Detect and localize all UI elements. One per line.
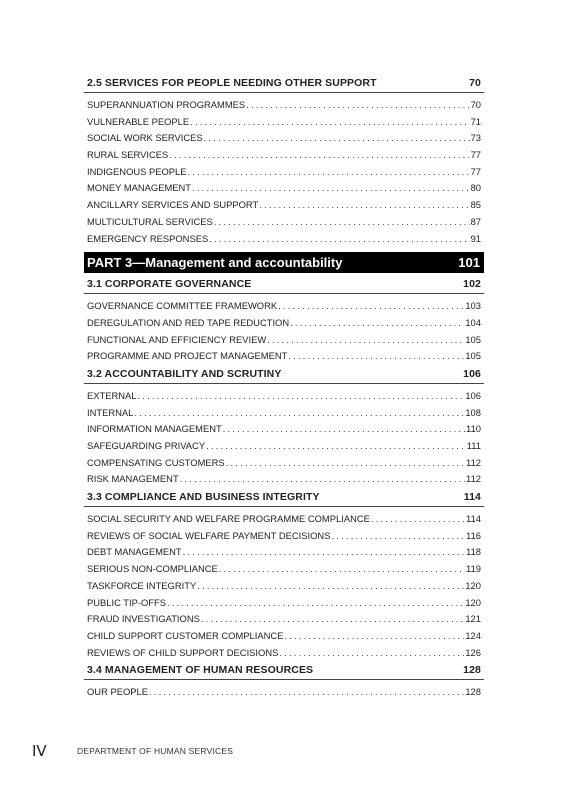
entry-page: 87 <box>470 215 481 227</box>
entry-page: 77 <box>470 149 481 161</box>
toc-entry[interactable] <box>84 405 484 422</box>
entry-page: 128 <box>465 686 481 698</box>
entry-title: INTERNAL <box>87 406 134 418</box>
entry-title: SOCIAL WORK SERVICES <box>87 132 203 144</box>
entry-title: INFORMATION MANAGEMENT <box>87 423 222 435</box>
department-name: DEPARTMENT OF HUMAN SERVICES <box>77 746 234 756</box>
entry-title: FUNCTIONAL AND EFFICIENCY REVIEW <box>87 333 267 345</box>
toc-entry[interactable] <box>84 231 484 248</box>
section-heading[interactable] <box>84 74 484 93</box>
toc-entry[interactable] <box>84 438 484 455</box>
section-page: 106 <box>463 367 481 380</box>
toc-entry[interactable] <box>84 455 484 472</box>
section-heading[interactable] <box>84 275 484 294</box>
toc-entry[interactable] <box>84 544 484 561</box>
dot-leader <box>201 611 464 628</box>
entry-title: SERIOUS NON-COMPLIANCE <box>87 563 218 575</box>
dot-leader <box>190 114 469 131</box>
toc-entry[interactable] <box>84 348 484 365</box>
dot-leader <box>259 197 469 214</box>
section-page: 128 <box>463 664 481 677</box>
dot-leader <box>267 332 464 349</box>
toc-entry[interactable] <box>84 611 484 628</box>
entry-page: 91 <box>470 232 481 244</box>
dot-leader <box>206 438 466 455</box>
dot-leader <box>180 471 465 488</box>
entry-title: SUPERANNUATION PROGRAMMES <box>87 99 246 110</box>
section-entries <box>84 298 484 365</box>
entry-title: VULNERABLE PEOPLE <box>87 115 190 127</box>
entry-title: MONEY MANAGEMENT <box>87 182 192 194</box>
toc-entry[interactable] <box>84 561 484 578</box>
part-page: 101 <box>458 255 480 271</box>
dot-leader <box>134 405 464 422</box>
toc-entry[interactable] <box>84 511 484 528</box>
toc-entry[interactable] <box>84 421 484 438</box>
toc-entry[interactable] <box>84 114 484 131</box>
dot-leader <box>371 511 465 528</box>
entry-page: 112 <box>466 473 481 485</box>
dot-leader <box>204 130 470 147</box>
entry-page: 120 <box>465 596 481 608</box>
entry-page: 70 <box>470 99 481 110</box>
toc-entry[interactable] <box>84 197 484 214</box>
entry-title: PROGRAMME AND PROJECT MANAGEMENT <box>87 350 288 362</box>
section-heading[interactable] <box>84 488 484 507</box>
dot-leader <box>149 684 464 701</box>
dot-leader <box>278 298 464 315</box>
entry-page: 106 <box>465 389 481 401</box>
entry-page: 116 <box>466 529 481 541</box>
entry-page: 120 <box>465 579 481 591</box>
dot-leader <box>192 180 470 197</box>
toc-entry[interactable] <box>84 628 484 645</box>
page-footer <box>32 742 233 760</box>
section-page: 114 <box>463 491 481 504</box>
entry-title: PUBLIC TIP-OFFS <box>87 596 167 608</box>
entry-page: 80 <box>470 182 481 194</box>
section-title: 3.4 MANAGEMENT OF HUMAN RESOURCES <box>87 664 314 677</box>
section-title: 3.3 COMPLIANCE AND BUSINESS INTEGRITY <box>87 491 320 504</box>
entry-page: 103 <box>465 300 481 312</box>
toc-entry[interactable] <box>84 471 484 488</box>
dot-leader <box>331 528 465 545</box>
entry-page: 111 <box>466 440 481 451</box>
entry-title: REVIEWS OF CHILD SUPPORT DECISIONS <box>87 646 279 658</box>
dot-leader <box>167 595 464 612</box>
toc-entry[interactable] <box>84 332 484 349</box>
entry-title: OUR PEOPLE <box>87 686 148 698</box>
toc-entry[interactable] <box>84 528 484 545</box>
toc-entry[interactable] <box>84 578 484 595</box>
entry-title: COMPENSATING CUSTOMERS <box>87 456 225 468</box>
dot-leader <box>138 388 465 405</box>
toc-entry[interactable] <box>84 645 484 662</box>
section-entries <box>84 684 484 701</box>
toc-entry[interactable] <box>84 164 484 181</box>
entry-page: 71 <box>470 115 481 127</box>
entry-title: RURAL SERVICES <box>87 149 169 161</box>
dot-leader <box>169 147 469 164</box>
dot-leader <box>197 578 464 595</box>
toc-entry[interactable] <box>84 684 484 701</box>
entry-title: SAFEGUARDING PRIVACY <box>87 440 206 451</box>
dot-leader <box>288 348 464 365</box>
section-page: 70 <box>469 77 481 89</box>
section-heading[interactable] <box>84 661 484 680</box>
toc-entry[interactable] <box>84 214 484 231</box>
section-title: 2.5 SERVICES FOR PEOPLE NEEDING OTHER SUPPORT <box>87 77 377 89</box>
entry-page: 126 <box>465 646 481 658</box>
entry-title: RISK MANAGEMENT <box>87 473 179 485</box>
entry-page: 85 <box>470 199 481 211</box>
entry-title: CHILD SUPPORT CUSTOMER COMPLIANCE <box>87 629 284 641</box>
part-title: PART 3—Management and accountability <box>87 255 343 271</box>
entry-title: REVIEWS OF SOCIAL WELFARE PAYMENT DECISIONS <box>87 529 331 541</box>
entry-page: 108 <box>465 406 481 418</box>
entry-page: 105 <box>465 333 481 345</box>
section-page: 102 <box>463 278 481 291</box>
entry-page: 104 <box>465 316 481 328</box>
toc-entry[interactable] <box>84 97 484 114</box>
dot-leader <box>284 628 464 645</box>
toc-entry[interactable] <box>84 180 484 197</box>
entry-title: INDIGENOUS PEOPLE <box>87 165 187 177</box>
entry-title: DEREGULATION AND RED TAPE REDUCTION <box>87 316 290 328</box>
dot-leader <box>209 231 469 248</box>
entry-title: ANCILLARY SERVICES AND SUPPORT <box>87 199 259 211</box>
page-number: IV <box>32 742 47 760</box>
entry-title: MULTICULTURAL SERVICES <box>87 215 213 227</box>
entry-page: 110 <box>466 423 481 435</box>
toc-entry[interactable] <box>84 298 484 315</box>
section-entries <box>84 388 484 488</box>
dot-leader <box>183 544 465 561</box>
dot-leader <box>223 421 465 438</box>
section-title: 3.2 ACCOUNTABILITY AND SCRUTINY <box>87 367 282 380</box>
dot-leader <box>290 315 464 332</box>
toc-entry[interactable] <box>84 130 484 147</box>
entry-title: DEBT MANAGEMENT <box>87 546 182 558</box>
dot-leader <box>219 561 465 578</box>
toc-entry[interactable] <box>84 315 484 332</box>
entry-page: 121 <box>465 613 481 625</box>
table-of-contents <box>84 74 484 701</box>
section-heading[interactable] <box>84 365 484 384</box>
section-title: 3.1 CORPORATE GOVERNANCE <box>87 278 252 291</box>
entry-page: 77 <box>470 165 481 177</box>
dot-leader <box>246 97 469 114</box>
section-entries <box>84 511 484 661</box>
toc-entry[interactable] <box>84 388 484 405</box>
toc-entry[interactable] <box>84 595 484 612</box>
entry-page: 118 <box>466 546 481 558</box>
dot-leader <box>279 645 464 662</box>
entry-title: FRAUD INVESTIGATIONS <box>87 613 200 625</box>
entry-title: TASKFORCE INTEGRITY <box>87 579 197 591</box>
entry-page: 73 <box>470 132 481 144</box>
entry-page: 124 <box>465 629 481 641</box>
entry-page: 119 <box>466 563 481 575</box>
entry-title: GOVERNANCE COMMITTEE FRAMEWORK <box>87 300 278 312</box>
entry-title: SOCIAL SECURITY AND WELFARE PROGRAMME COMPLIANCE <box>87 513 370 525</box>
entry-title: EMERGENCY RESPONSES <box>87 232 209 244</box>
entry-page: 105 <box>465 350 481 362</box>
entry-title: EXTERNAL <box>87 389 137 401</box>
toc-entry[interactable] <box>84 147 484 164</box>
dot-leader <box>214 214 470 231</box>
entry-page: 112 <box>466 456 481 468</box>
dot-leader <box>226 455 465 472</box>
dot-leader <box>188 164 470 181</box>
part-heading[interactable] <box>84 252 484 273</box>
entry-page: 114 <box>466 513 481 525</box>
section-entries <box>84 97 484 247</box>
